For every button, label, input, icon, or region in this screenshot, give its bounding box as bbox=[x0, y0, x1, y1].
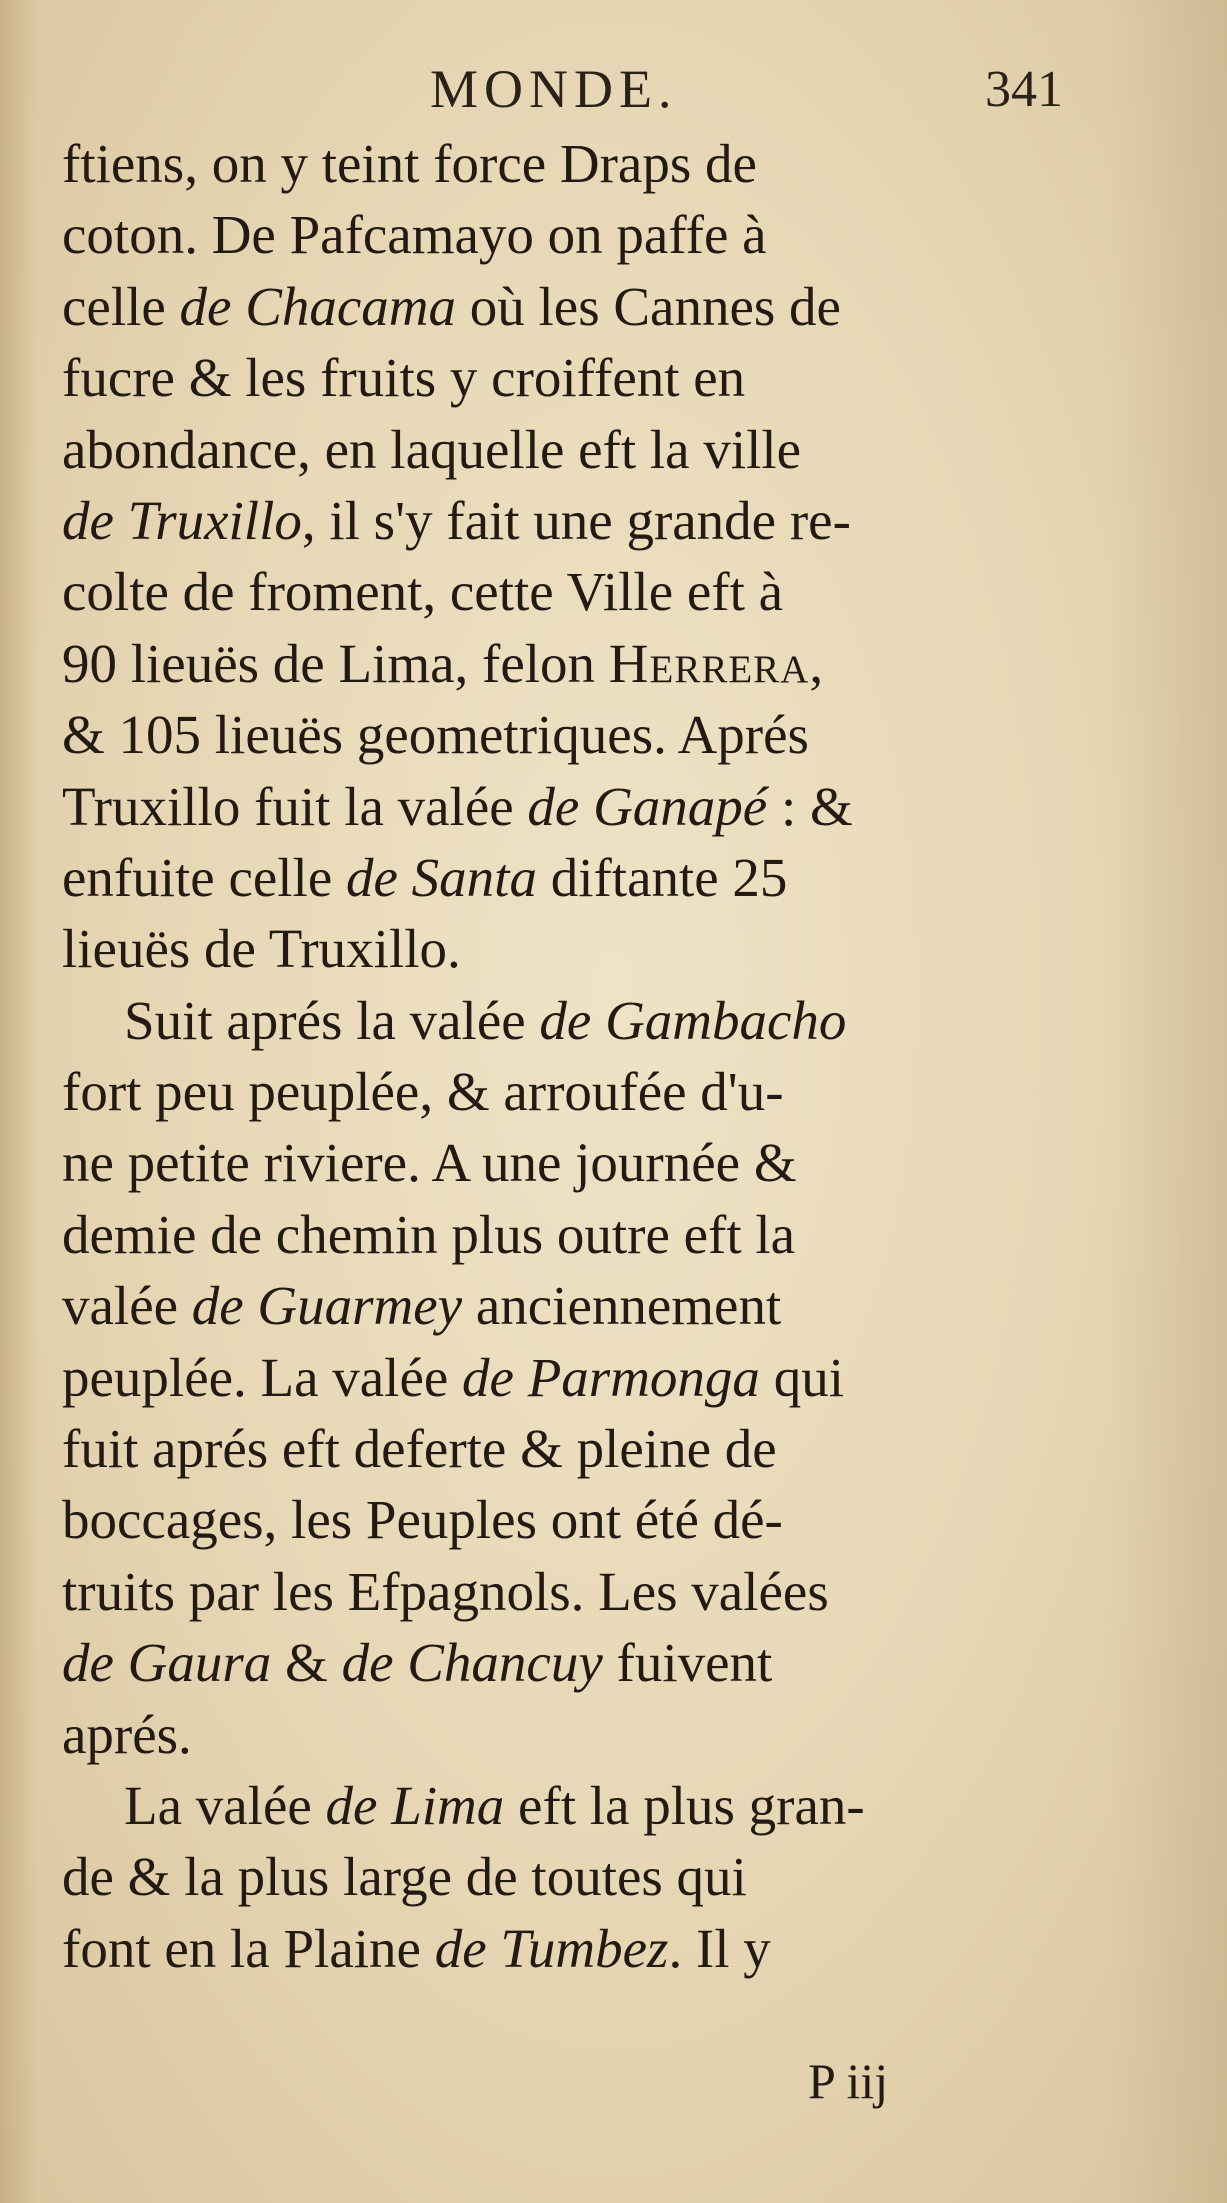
text-line bbox=[62, 556, 1122, 627]
page-gutter-shadow bbox=[0, 0, 38, 2203]
italic-place-name: de Tumbez bbox=[434, 1917, 669, 1979]
italic-place-name: de Ganapé bbox=[527, 775, 768, 837]
text-line bbox=[62, 699, 1122, 770]
text-run: eft la plus gran- bbox=[504, 1774, 865, 1836]
text-line bbox=[62, 1199, 1122, 1270]
text-run: où les Cannes de bbox=[456, 275, 841, 337]
text-line bbox=[62, 271, 1122, 342]
text-run: ftiens, on y teint force Draps de bbox=[62, 133, 757, 194]
text-line bbox=[62, 199, 1122, 270]
text-run: : & bbox=[767, 775, 853, 837]
text-run: La valée bbox=[124, 1774, 326, 1836]
text-run: valée bbox=[62, 1275, 192, 1337]
text-run: coton. De Pafcamayo on paffe à bbox=[62, 204, 767, 266]
text-run: enfuite celle bbox=[62, 846, 346, 908]
text-run: abondance, en laquelle eft la ville bbox=[62, 418, 802, 480]
text-run: fort peu peuplée, & arroufée d'u- bbox=[62, 1061, 784, 1123]
italic-place-name: de Guarmey bbox=[191, 1275, 463, 1337]
page-edge-shade bbox=[1107, 0, 1227, 2203]
text-line bbox=[62, 985, 1122, 1056]
text-line bbox=[62, 1413, 1122, 1484]
text-line bbox=[62, 1841, 1122, 1912]
text-line bbox=[62, 342, 1122, 413]
italic-place-name: de Gaura bbox=[62, 1632, 272, 1694]
italic-place-name: de Lima bbox=[325, 1774, 505, 1836]
text-line bbox=[62, 842, 1122, 913]
text-line bbox=[62, 628, 1122, 699]
italic-place-name: de Truxillo bbox=[62, 489, 302, 551]
text-run: truits par les Efpagnols. Les valées bbox=[62, 1560, 829, 1622]
text-run: 90 lieuës de Lima, felon bbox=[62, 632, 609, 694]
text-line bbox=[62, 1913, 1122, 1984]
text-run: peuplée. La valée bbox=[62, 1346, 463, 1408]
text-run: lieuës de Truxillo. bbox=[62, 918, 461, 980]
text-run: ne petite riviere. A une journée & bbox=[62, 1132, 797, 1194]
text-run: qui bbox=[759, 1346, 844, 1408]
text-line bbox=[62, 1056, 1122, 1127]
text-run: , bbox=[809, 632, 824, 694]
text-run: & 105 lieuës geometriques. Aprés bbox=[62, 704, 809, 766]
italic-place-name: de Chancuy bbox=[341, 1632, 603, 1694]
text-run: font en la Plaine bbox=[62, 1917, 435, 1979]
text-line bbox=[62, 485, 1122, 556]
text-line bbox=[62, 1270, 1122, 1341]
italic-place-name: de Santa bbox=[346, 846, 537, 908]
author-name: Herrera bbox=[608, 632, 810, 694]
italic-place-name: de Parmonga bbox=[462, 1346, 760, 1408]
text-line bbox=[62, 1770, 1122, 1841]
italic-place-name: de Gambacho bbox=[539, 989, 847, 1051]
text-run: . Il y bbox=[668, 1917, 771, 1979]
text-line bbox=[62, 1342, 1122, 1413]
running-head: MONDE. bbox=[430, 59, 678, 119]
text-run: diftante 25 bbox=[536, 846, 788, 908]
text-run: boccages, les Peuples ont été dé- bbox=[62, 1489, 783, 1551]
text-run: demie de chemin plus outre eft la bbox=[62, 1203, 796, 1265]
text-line bbox=[62, 1699, 1122, 1770]
text-run: celle bbox=[62, 275, 180, 337]
body-text bbox=[62, 128, 1122, 1984]
text-run: aprés. bbox=[62, 1703, 192, 1765]
page-number: 341 bbox=[985, 61, 1063, 118]
text-line bbox=[62, 1484, 1122, 1555]
text-line bbox=[62, 414, 1122, 485]
text-run: Suit aprés la valée bbox=[124, 989, 540, 1051]
text-run: de & la plus large de toutes qui bbox=[62, 1846, 747, 1908]
text-run: & bbox=[271, 1632, 342, 1694]
italic-place-name: de Chacama bbox=[179, 275, 457, 337]
text-run: anciennement bbox=[462, 1275, 782, 1337]
signature-mark: P iij bbox=[808, 2053, 889, 2109]
text-line bbox=[62, 913, 1122, 984]
text-run: , il s'y fait une grande re- bbox=[301, 489, 851, 551]
text-run: fuit aprés eft deferte & pleine de bbox=[62, 1418, 777, 1480]
text-line bbox=[62, 1127, 1122, 1198]
text-line bbox=[62, 771, 1122, 842]
text-run: fuivent bbox=[602, 1632, 773, 1694]
text-line bbox=[62, 128, 1122, 199]
text-line bbox=[62, 1627, 1122, 1698]
text-run: colte de froment, cette Ville eft à bbox=[62, 561, 784, 623]
text-run: Truxillo fuit la valée bbox=[62, 775, 528, 837]
text-line bbox=[62, 1556, 1122, 1627]
text-run: fucre & les fruits y croiffent en bbox=[62, 347, 746, 409]
